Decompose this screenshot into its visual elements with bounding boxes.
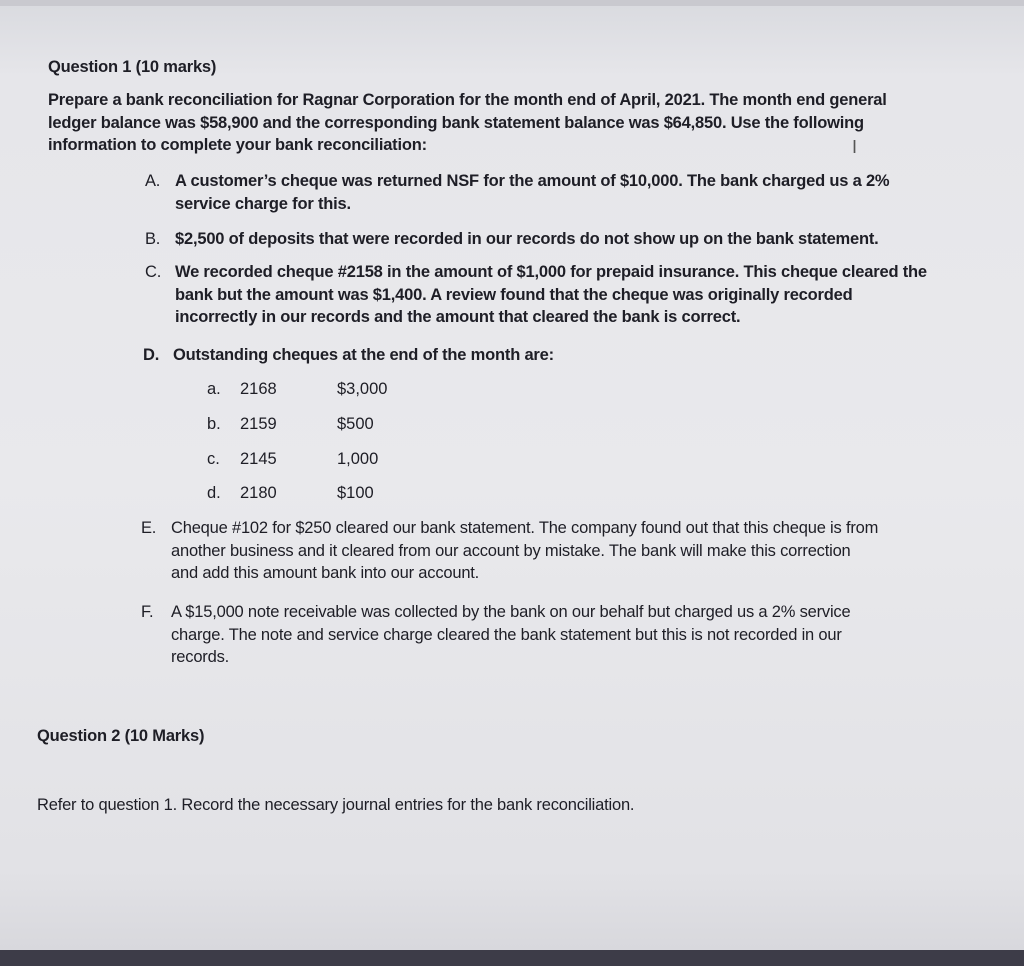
item-label: D. — [143, 346, 160, 364]
item-label: A. — [145, 172, 161, 190]
cheque-label: c. — [207, 450, 220, 468]
screen-bottom-edge — [0, 950, 1024, 966]
item-text: Outstanding cheques at the end of the month are: — [173, 346, 554, 364]
item-label: C. — [145, 263, 162, 281]
item-text: $2,500 of deposits that were recorded in our records do not show up on the bank statement. — [175, 230, 879, 248]
item-text: A $15,000 note receivable was collected by the bank on our behalf but charged us a 2% service charge. The note and service charge cleared the bank statement but this is not recorded in our records. — [171, 603, 851, 666]
cheque-number: 2159 — [240, 415, 277, 433]
cheque-label: b. — [207, 415, 221, 433]
item-label: B. — [145, 230, 161, 248]
cheque-label: d. — [207, 484, 221, 502]
text-cursor-icon: I — [852, 137, 858, 157]
cheque-number: 2180 — [240, 484, 277, 502]
cheque-amount: $3,000 — [337, 380, 388, 398]
question-2-title: Question 2 (10 Marks) — [37, 727, 205, 745]
item-label: E. — [141, 519, 157, 537]
cheque-amount: 1,000 — [337, 450, 379, 468]
question-1-title: Question 1 (10 marks) — [48, 58, 217, 76]
cheque-amount: $100 — [337, 484, 374, 502]
screen-top-edge — [0, 0, 1024, 6]
item-text: Cheque #102 for $250 cleared our bank statement. The company found out that this cheque is from another business and it cleared from our account by mistake. The bank will make this correction and add this amount bank into our account. — [171, 519, 879, 582]
item-text: We recorded cheque #2158 in the amount of $1,000 for prepaid insurance. This cheque cleared the bank but the amount was $1,400. A review found that the cheque was originally recorded incorrectly in our records and the amount that cleared the bank is correct. — [175, 263, 927, 326]
cheque-amount: $500 — [337, 415, 374, 433]
question-2-text: Refer to question 1. Record the necessary journal entries for the bank reconciliation. — [37, 796, 635, 814]
cheque-number: 2168 — [240, 380, 277, 398]
item-label: F. — [141, 603, 154, 621]
item-text: A customer’s cheque was returned NSF for the amount of $10,000. The bank charged us a 2% service charge for this. — [175, 172, 890, 213]
cheque-number: 2145 — [240, 450, 277, 468]
cheque-label: a. — [207, 380, 221, 398]
question-1-intro: Prepare a bank reconciliation for Ragnar Corporation for the month end of April, 2021. The month end general ledger balance was $58,900 and the corresponding bank statement balance was $64,850. Use the following information to complete your bank reconciliation: — [48, 91, 887, 154]
